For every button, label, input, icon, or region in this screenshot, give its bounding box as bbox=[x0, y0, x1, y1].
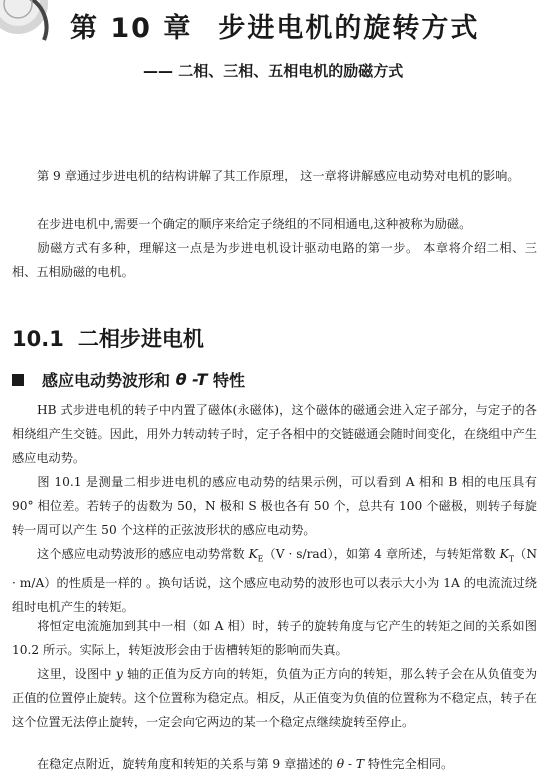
body-paragraph-4: 将恒定电流施加到其中一相（如 A 相）时，转子的旋转角度与它产生的转矩之间的关系如图 10.2 所示。实际上，转矩波形会由于齿槽转矩的影响而失真。 bbox=[12, 619, 537, 657]
intro-paragraph-1: 第 9 章通过步进电机的结构讲解了其工作原理， 这一章将讲解感应电动势对电机的影响。 bbox=[37, 169, 520, 183]
chapter-name: 步进电机的旋转方式 bbox=[218, 13, 480, 44]
chapter-number: 第 10 章 bbox=[70, 13, 193, 44]
section-title: 二相步进电机 bbox=[77, 327, 204, 351]
intro-paragraph-3: 励磁方式有多种，理解这一点是为步进电机设计驱动电路的第一步。 本章将介绍二相、三相、五相励磁的电机。 bbox=[12, 241, 537, 279]
body-paragraph-1: HB 式步进电机的转子中内置了磁体(永磁体)，这个磁体的磁通会进入定子部分，与定子的各相绕组产生交链。因此，用外力转动转子时，定子各相中的交链磁通会随时间变化，在绕组中产生感应电动势。 bbox=[12, 403, 537, 465]
section-heading bbox=[12, 323, 204, 353]
section-number: 10.1 bbox=[12, 327, 64, 351]
body-paragraph-3: 这个感应电动势波形的感应电动势常数 $K_E(V \cdot s/rad)$，如第 4 章所述，与转矩常数 $K_T(N \cdot m/A)$的性质是一样的 。换句话说，这个感应电动势的波形也可以表示大小为 1A 的电流流过绕组时电机产生的转矩。 bbox=[12, 547, 537, 615]
chapter-subtitle: —— 二相、三相、五相电机的励磁方式 bbox=[143, 62, 404, 80]
chapter-title bbox=[70, 6, 530, 45]
body-paragraph-6: 在稳定点附近，旋转角度和转矩的关系与第 9 章描述的 θ - T 特性完全相同。 bbox=[37, 757, 454, 771]
black-square-bullet-icon bbox=[12, 374, 24, 386]
intro-paragraph-2: 在步进电机中,需要一个确定的顺序来给定子绕组的不同相通电,这种被称为励磁。 bbox=[37, 217, 472, 231]
corner-decoration bbox=[0, 0, 60, 48]
body-paragraph-2: 图 10.1 是测量二相步进电机的感应电动势的结果示例，可以看到 A 相和 B 相的电压具有 90° 相位差。若转子的齿数为 50，N 极和 S 极也各有 50 个，总共有 100 个磁极，则转子每旋转一周可以产生 50 个这样的正弦波形状的感应电动势。 bbox=[12, 475, 537, 537]
subsection-heading: 感应电动势波形和 θ -T 特性 bbox=[12, 368, 245, 391]
body-paragraph-5: 这里，设图中 y 轴的正值为反方向的转矩，负值为正方向的转矩，那么转子会在从负值变为正值的位置停止旋转。这个位置称为稳定点。相反，从正值变为负值的位置称为不稳定点，转子在这个位置无法停止旋转，一定会向它两边的某一个稳定点继续旋转至停止。 bbox=[12, 667, 538, 729]
